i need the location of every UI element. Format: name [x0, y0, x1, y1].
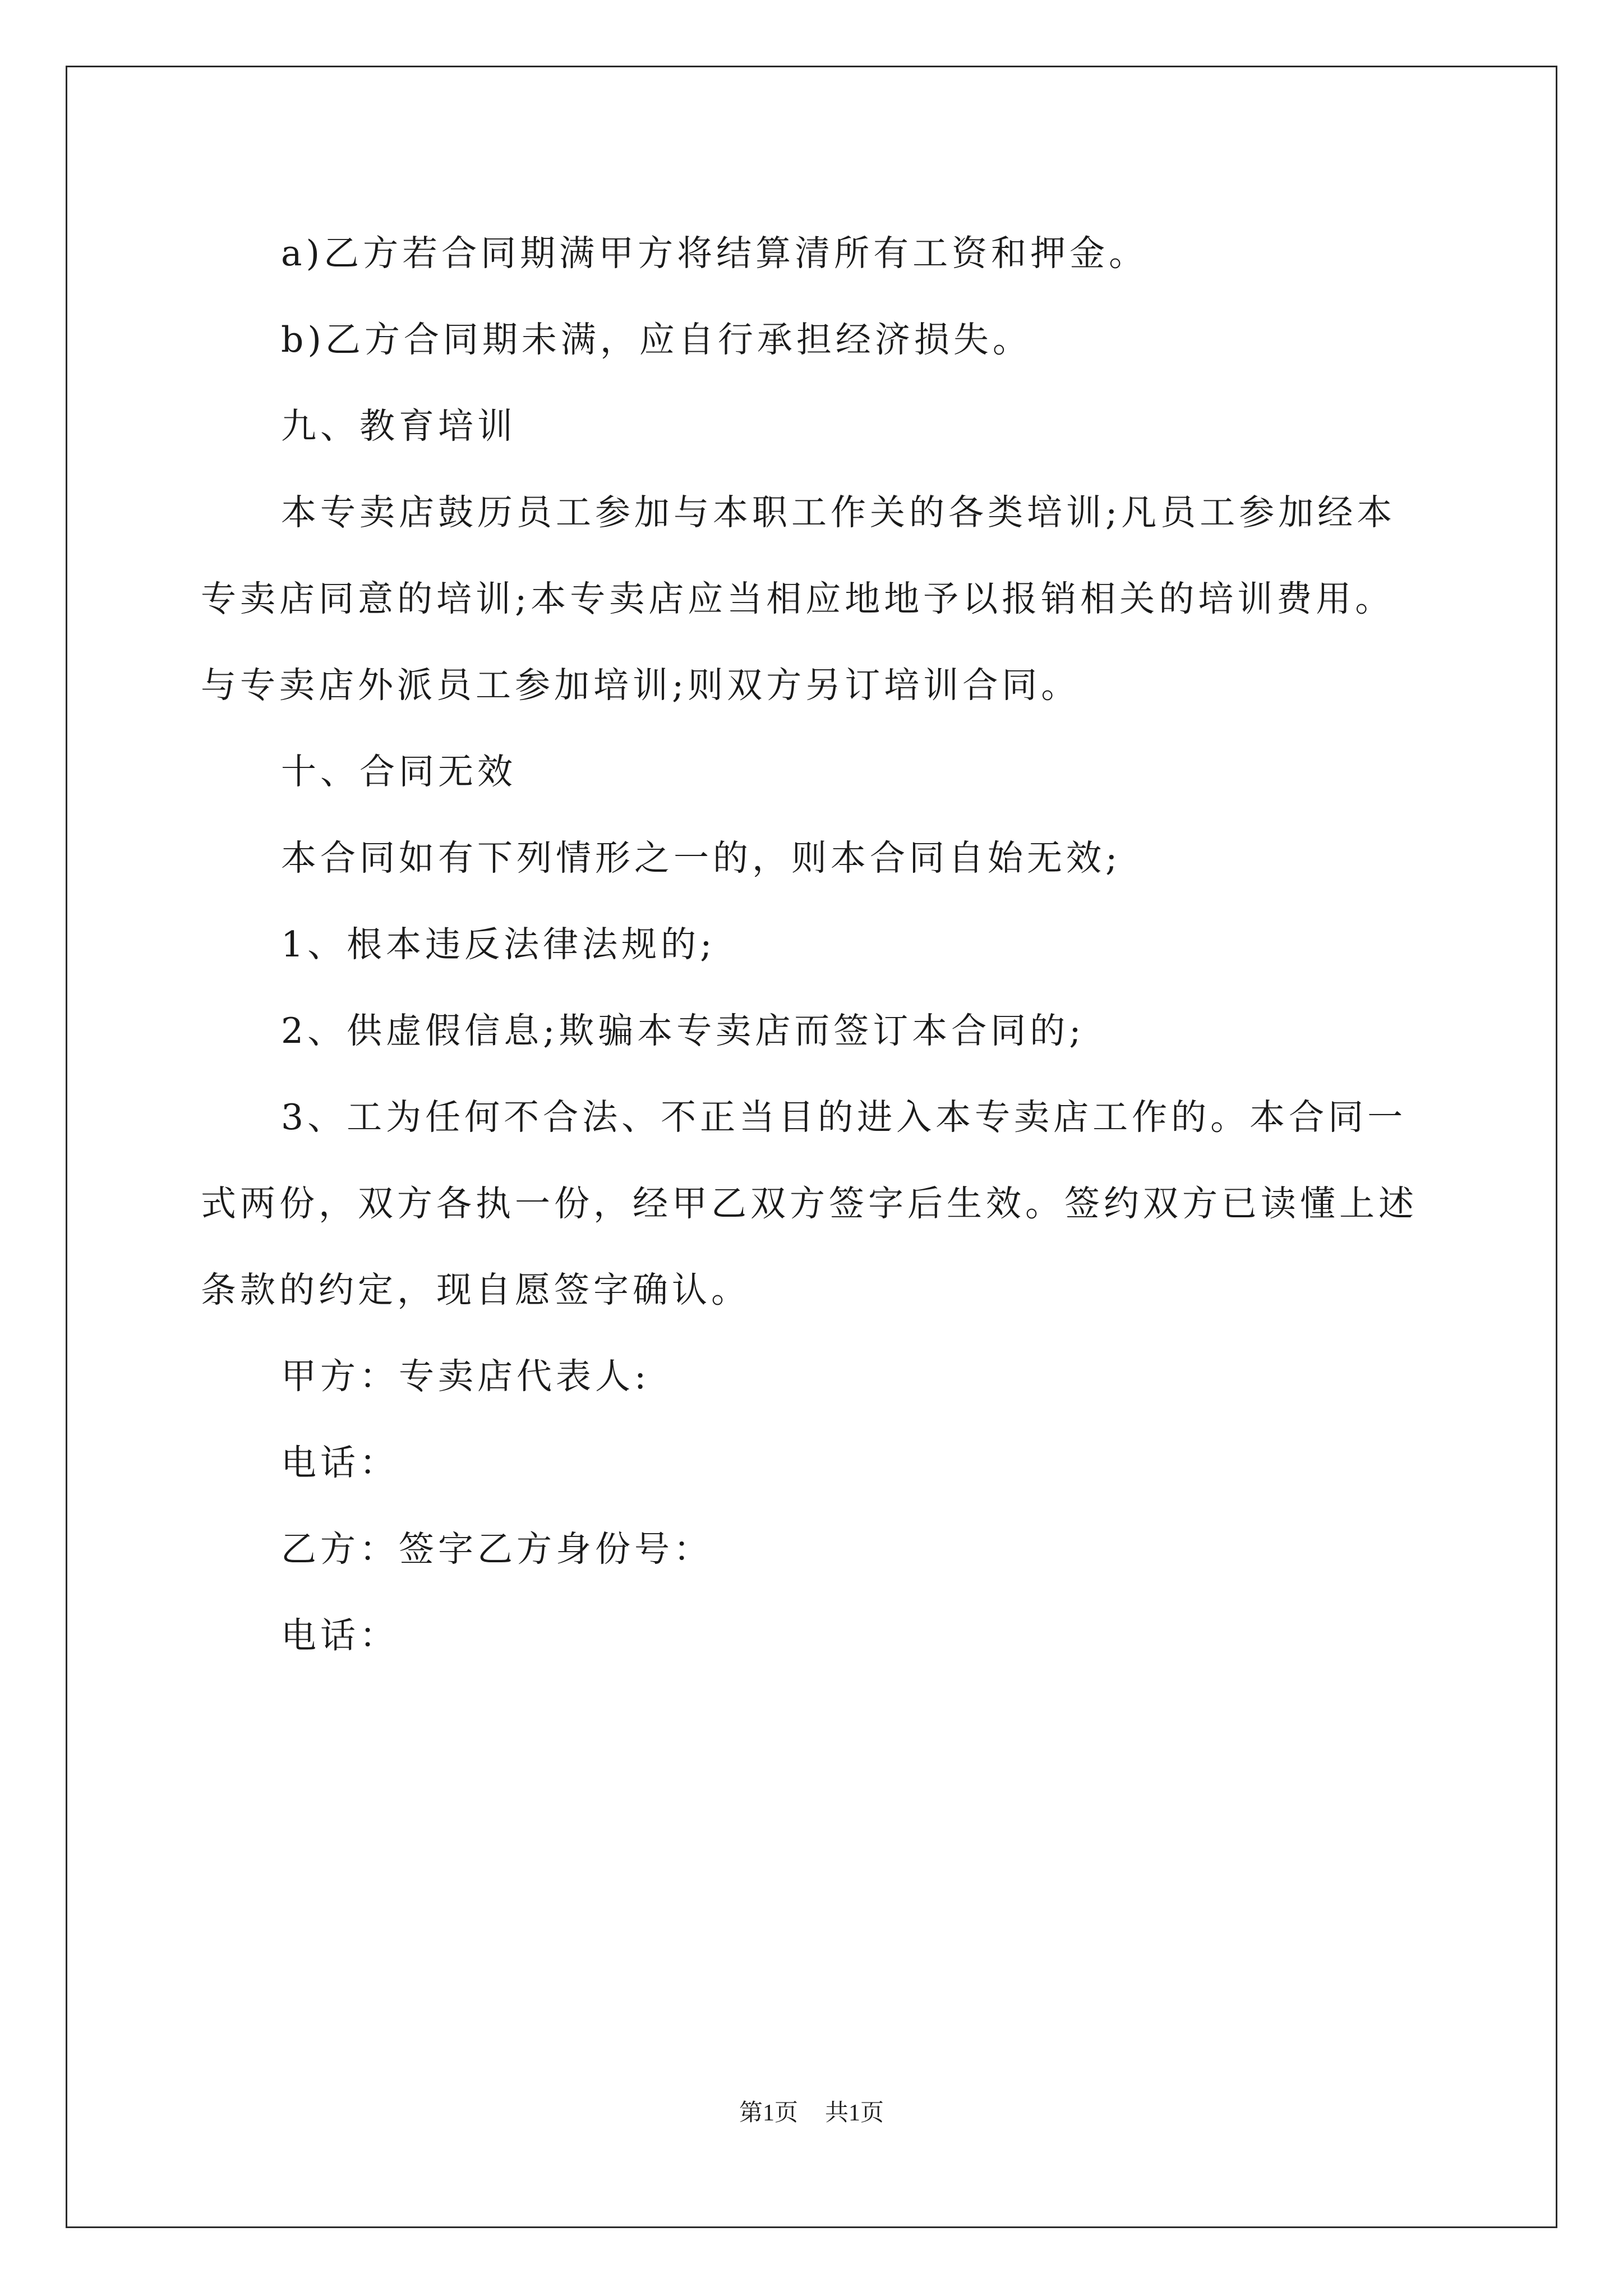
paragraph-settlement-on-expiry: a)乙方若合同期满甲方将结算清所有工资和押金。: [281, 233, 1149, 274]
signature-party-a: 甲方：专卖店代表人:: [281, 1356, 651, 1397]
section-heading-invalidity: 十、合同无效: [281, 751, 517, 792]
phone-party-a: 电话：: [281, 1442, 399, 1483]
list-item-invalidity-1: 1、根本违反法律法规的;: [281, 924, 716, 965]
section-heading-training: 九、教育培训: [281, 406, 517, 447]
list-item-invalidity-3: 3、工为任何不合法、不正当目的进入本专卖店工作的。本合同一式两份，双方各执一份，经甲乙双方签字后生效。签约双方已读懂上述条款的约定，现自愿签字确认。: [201, 1097, 1418, 1310]
page-number-total: 共1页: [825, 2100, 884, 2126]
page-footer: [0, 2096, 1623, 2130]
page-number-current: 第1页: [739, 2100, 798, 2126]
phone-party-b: 电话：: [281, 1615, 399, 1656]
paragraph-training-policy: 本专卖店鼓历员工参加与本职工作关的各类培训;凡员工参加经本专卖店同意的培训;本专卖店应当相应地地予以报销相关的培训费用。与专卖店外派员工参加培训;则双方另订培训合同。: [201, 492, 1396, 706]
signature-party-b: 乙方：签字乙方身份号：: [281, 1529, 713, 1570]
list-item-invalidity-2: 2、供虚假信息;欺骗本专卖店而签订本合同的;: [281, 1010, 1085, 1051]
paragraph-invalidity-intro: 本合同如有下列情形之一的，则本合同自始无效;: [281, 838, 1122, 878]
document-body: [201, 210, 1429, 1679]
paragraph-early-termination: b)乙方合同期未满，应自行承担经济损失。: [281, 319, 1032, 360]
